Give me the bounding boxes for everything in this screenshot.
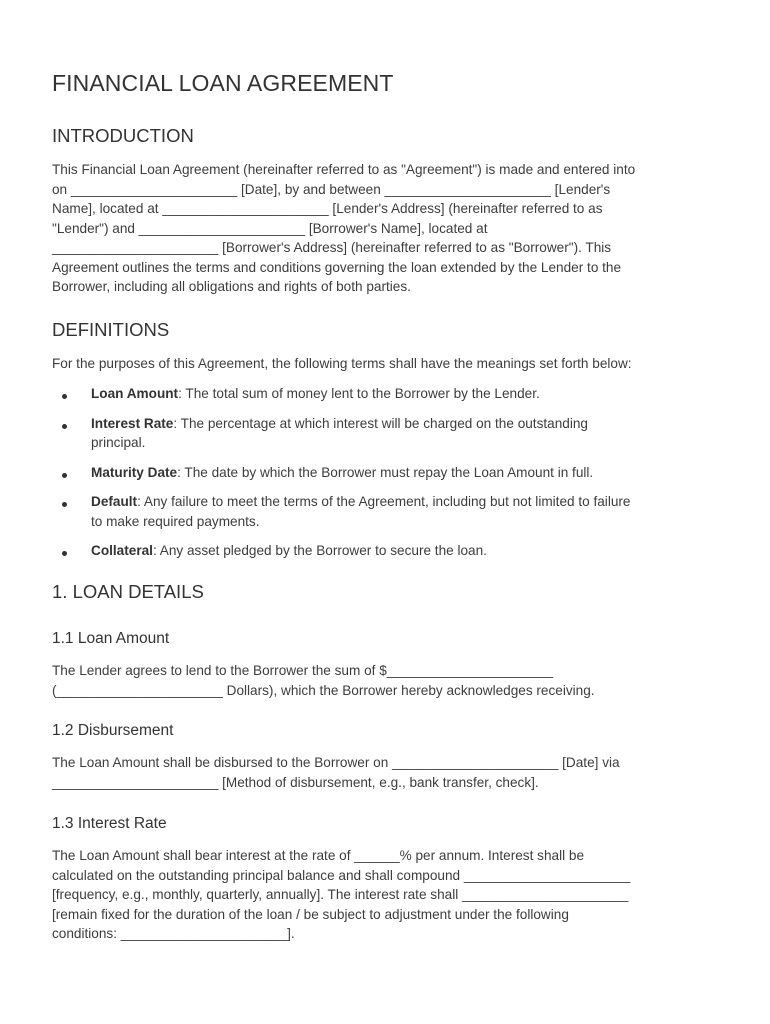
intro-line: Borrower, including all obligations and rights of both parties. <box>52 279 411 294</box>
loan-details-heading: 1. LOAN DETAILS <box>52 581 204 602</box>
loan-amount-paragraph <box>52 661 724 700</box>
loan-amount-line: (______________________ Dollars), which the Borrower hereby acknowledges receiving. <box>52 682 595 698</box>
definitions-lead-text: For the purposes of this Agreement, the following terms shall have the meanings set forth below: <box>52 356 632 371</box>
definitions-list <box>52 384 724 561</box>
intro-line: ______________________ [Borrower's Address] (hereinafter referred to as "Borrower"). This <box>52 240 612 255</box>
bullet-icon <box>62 473 67 478</box>
definition-text: : Any asset pledged by the Borrower to secure the loan. <box>152 543 487 558</box>
intro-line: on ______________________ [Date], by and between ______________________ [Lender's <box>52 181 611 197</box>
intro-line: This Financial Loan Agreement (hereinafter referred to as "Agreement") is made and entered into <box>52 162 636 177</box>
definition-term: Loan Amount <box>91 386 179 401</box>
list-item <box>52 463 724 483</box>
interest-rate-line: calculated on the outstanding principal balance and shall compound ______________________ <box>52 867 631 883</box>
definitions-lead <box>52 354 724 374</box>
definition-term: Maturity Date <box>91 464 178 480</box>
definition-text: : The total sum of money lent to the Borrower by the Lender. <box>178 386 540 401</box>
interest-rate-heading: 1.3 Interest Rate <box>52 815 167 832</box>
bullet-icon <box>62 502 67 507</box>
loan-amount-heading: 1.1 Loan Amount <box>52 630 170 647</box>
disbursement-heading: 1.2 Disbursement <box>52 722 174 739</box>
definition-term: Interest Rate <box>91 415 174 431</box>
list-item <box>52 414 724 453</box>
disbursement-paragraph <box>52 753 724 792</box>
disbursement-line: The Loan Amount shall be disbursed to the Borrower on ______________________ [Date] via <box>52 755 620 770</box>
intro-line: Agreement outlines the terms and conditions governing the loan extended by the Lender to the <box>52 259 622 275</box>
interest-rate-paragraph <box>52 846 724 944</box>
definition-text: : The date by which the Borrower must repay the Loan Amount in full. <box>177 464 594 480</box>
definition-text-cont: to make required payments. <box>91 513 260 529</box>
document-title: FINANCIAL LOAN AGREEMENT <box>52 70 394 96</box>
interest-rate-line: The Loan Amount shall bear interest at the rate of ______% per annum. Interest shall be <box>52 848 585 863</box>
interest-rate-line: [remain fixed for the duration of the loan / be subject to adjustment under the following <box>52 906 569 922</box>
intro-heading: INTRODUCTION <box>52 125 194 146</box>
intro-line: Name], located at ______________________ [Lender's Address] (hereinafter referred to as <box>52 201 603 216</box>
definition-text: : The percentage at which interest will be charged on the outstanding <box>173 415 588 431</box>
bullet-icon <box>62 551 67 556</box>
loan-amount-line: The Lender agrees to lend to the Borrower the sum of $______________________ <box>52 663 554 678</box>
intro-paragraph <box>52 160 724 297</box>
list-item <box>52 492 724 531</box>
interest-rate-line: conditions: ______________________]. <box>52 926 295 941</box>
bullet-icon <box>62 394 67 399</box>
intro-line: "Lender") and ______________________ [Borrower's Name], located at <box>52 220 488 236</box>
definition-term: Default <box>91 494 138 509</box>
definition-text-cont: principal. <box>91 435 146 450</box>
list-item <box>52 384 724 404</box>
definition-term: Collateral <box>91 543 153 558</box>
definitions-heading: DEFINITIONS <box>52 319 170 340</box>
definition-text: : Any failure to meet the terms of the Agreement, including but not limited to failure <box>137 494 631 509</box>
interest-rate-line: [frequency, e.g., monthly, quarterly, annually]. The interest rate shall ______________________ <box>52 887 629 902</box>
list-item <box>52 541 724 561</box>
bullet-icon <box>62 424 67 429</box>
disbursement-line: ______________________ [Method of disbursement, e.g., bank transfer, check]. <box>52 774 539 790</box>
